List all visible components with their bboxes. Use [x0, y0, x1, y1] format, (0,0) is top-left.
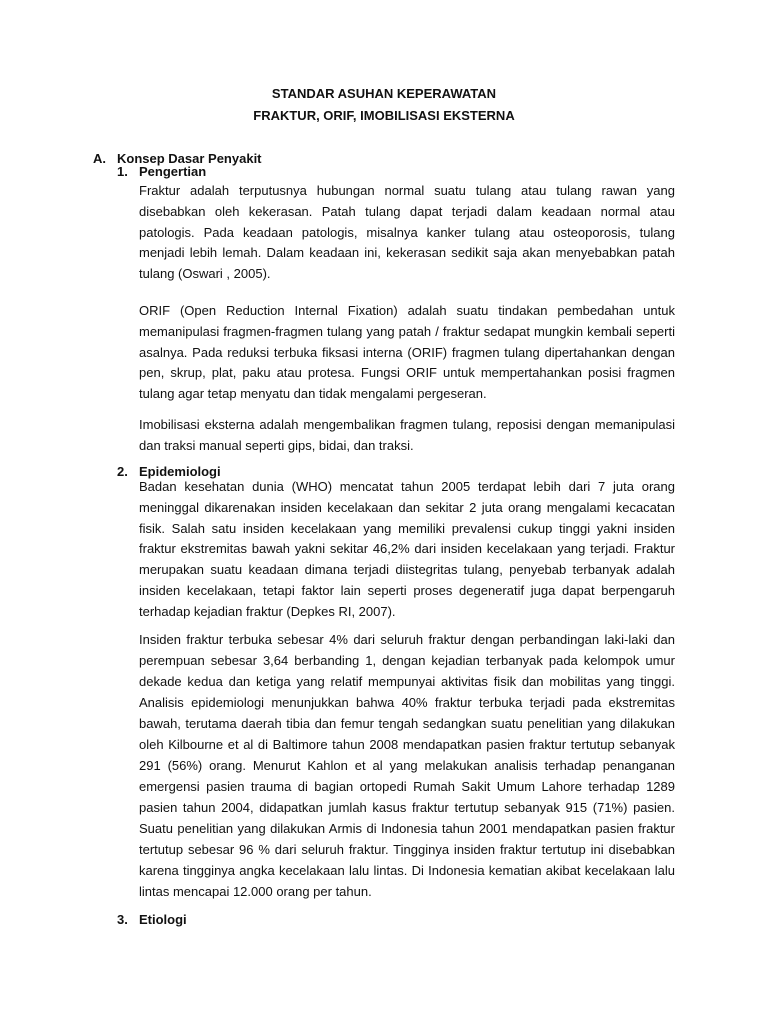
epidemiologi-paragraph-2: Insiden fraktur terbuka sebesar 4% dari seluruh fraktur dengan perbandingan laki-laki dan perempuan sebesar 3,64 berbanding 1, dengan kejadian terbanyak pada kelompok umur dekade kedua dan ketiga yang relatif mempunyai aktivitas fisik dan mobilitas yang tinggi. Analisis epidemiologi menunjukkan bahwa 40% fraktur terbuka terjadi pada ekstremitas bawah, terutama daerah tibia dan femur tengah sedangkan suatu penelitian yang dilakukan oleh Kilbourne et al di Baltimore tahun 2008 mendapatkan pasien fraktur tertutup sebanyak 291 (56%) orang. Menurut Kahlon et al yang melakukan analisis terhadap penanganan emergensi pasien trauma di bagian ortopedi Rumah Sakit Umum Lahore terhadap 1289 pasien tahun 2004, didapatkan jumlah kasus fraktur tertutup sebanyak 915 (71%) pasien. Suatu penelitian yang dilakukan Armis di Indonesia tahun 2001 mendapatkan pasien fraktur tertutup sebesar 96 % dari seluruh fraktur. Tingginya insiden fraktur tertutup ini disebabkan karena tingginya angka kecelakaan lalu lintas. Di Indonesia kematian akibat kecelakaan lalu lintas mencapai 12.000 orang per tahun. [139, 632, 675, 899]
section-a-heading: Konsep Dasar Penyakit [117, 151, 262, 166]
epidemiologi-paragraph-1: Badan kesehatan dunia (WHO) mencatat tahun 2005 terdapat lebih dari 7 juta orang meninggal dikarenakan insiden kecelakaan dan sekitar 2 juta orang mengalami kecacatan fisik. Salah satu insiden kecelakaan yang memiliki prevalensi cukup tinggi yakni insiden fraktur ekstremitas bawah yakni sekitar 46,2% dari insiden kecelakaan yang terjadi. Fraktur merupakan suatu keadaan dimana terjadi diistegritas tulang, penyebab terbanyak adalah insiden kecelakaan, tetapi faktor lain seperti proses degeneratif juga dapat berpengaruh terhadap kejadian fraktur (Depkes RI, 2007). [139, 479, 675, 619]
pengertian-paragraph-2: ORIF (Open Reduction Internal Fixation) adalah suatu tindakan pembedahan untuk memanipulasi fragmen-fragmen tulang yang patah / fraktur sedapat mungkin kembali seperti asalnya. Pada reduksi terbuka fiksasi interna (ORIF) fragmen tulang dipertahankan dengan pen, skrup, plat, paku atau protesa. Fungsi ORIF untuk mempertahankan posisi fragmen tulang agar tetap menyatu dan tidak mengalami pergeseran. [139, 303, 675, 402]
document-subtitle: FRAKTUR, ORIF, IMOBILISASI EKSTERNA [253, 108, 515, 123]
subsection-2-heading: Epidemiologi [139, 464, 221, 479]
section-a-marker: A. [93, 151, 106, 166]
subsection-1-heading: Pengertian [139, 164, 207, 179]
pengertian-paragraph-3: Imobilisasi eksterna adalah mengembalikan fragmen tulang, reposisi dengan memanipulasi dan traksi manual seperti gips, bidai, dan traksi. [139, 417, 675, 453]
subsection-3-number: 3. [117, 912, 128, 927]
pengertian-paragraph-1: Fraktur adalah terputusnya hubungan normal suatu tulang atau tulang rawan yang disebabkan oleh kekerasan. Patah tulang dapat terjadi dalam keadaan normal atau patologis. Pada keadaan patologis, misalnya kanker tulang atau osteoporosis, tulang menjadi lebih lemah. Dalam keadaan ini, kekerasan sedikit saja akan menyebabkan patah tulang (Oswari , 2005). [139, 183, 675, 282]
subsection-2-number: 2. [117, 464, 128, 479]
subsection-3-heading: Etiologi [139, 912, 187, 927]
subsection-1-number: 1. [117, 164, 128, 179]
document-title: STANDAR ASUHAN KEPERAWATAN [271, 86, 497, 101]
